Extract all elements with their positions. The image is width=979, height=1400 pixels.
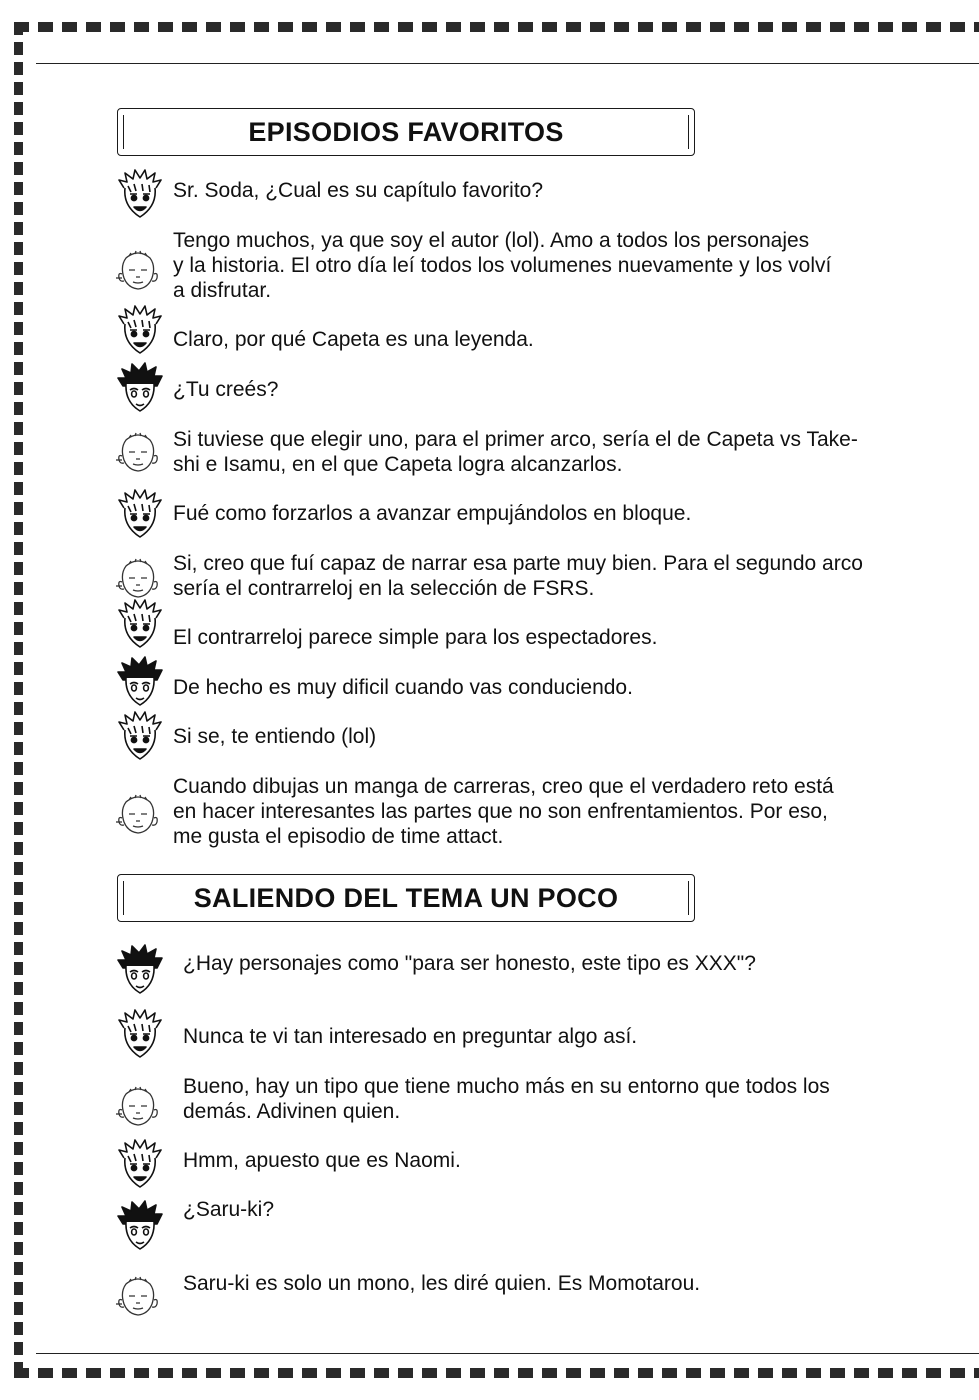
dialogue-text: Tengo muchos, ya que soy el autor (lol). Amo a todos los personajes xyxy=(173,229,810,252)
dialogue-text: me gusta el episodio de time attact. xyxy=(173,825,504,848)
dialogue-line xyxy=(173,724,376,749)
dialogue-line xyxy=(173,551,863,601)
dialogue-line xyxy=(173,774,834,849)
section-title: SALIENDO DEL TEMA UN POCO xyxy=(193,882,619,913)
author-face-icon xyxy=(114,1270,162,1322)
dark-hair-boy-icon xyxy=(116,362,164,414)
dialogue-text: Si tuviese que elegir uno, para el primer arco, sería el de Capeta vs Take- xyxy=(173,428,858,451)
spiky-hair-boy-icon xyxy=(116,304,164,356)
dialogue-line xyxy=(183,1197,274,1222)
dialogue-text: Saru-ki es solo un mono, les diré quien. Es Momotarou. xyxy=(183,1272,701,1295)
dialogue-text: ¿Tu creés? xyxy=(173,378,279,401)
dialogue-line xyxy=(173,427,858,477)
spiky-hair-boy-icon xyxy=(116,598,164,650)
section-header-favorite-episodes xyxy=(117,108,695,156)
dialogue-line xyxy=(183,1074,830,1124)
dashed-border-bottom xyxy=(14,1368,979,1378)
dialogue-line xyxy=(183,1024,637,1049)
section-header-off-topic xyxy=(117,874,695,922)
dialogue-text: Hmm, apuesto que es Naomi. xyxy=(183,1149,461,1172)
bottom-rule xyxy=(36,1353,979,1354)
author-face-icon xyxy=(114,788,162,840)
spiky-hair-boy-icon xyxy=(116,710,164,762)
dark-hair-boy-icon xyxy=(116,1200,164,1252)
dialogue-text: en hacer interesantes las partes que no son enfrentamientos. Por eso, xyxy=(173,800,828,823)
dark-hair-boy-icon xyxy=(116,656,164,708)
dialogue-text: Sr. Soda, ¿Cual es su capítulo favorito? xyxy=(173,179,544,202)
dialogue-line xyxy=(173,501,691,526)
dialogue-line xyxy=(183,1271,700,1296)
dialogue-text: sería el contrarreloj en la selección de FSRS. xyxy=(173,577,595,600)
dialogue-line xyxy=(173,377,278,402)
dialogue-text: Nunca te vi tan interesado en preguntar algo así. xyxy=(183,1025,638,1048)
dialogue-line xyxy=(183,1148,461,1173)
dialogue-text: De hecho es muy dificil cuando vas conduciendo. xyxy=(173,676,633,699)
dialogue-text: Bueno, hay un tipo que tiene mucho más en su entorno que todos los xyxy=(183,1075,830,1098)
author-face-icon xyxy=(114,1080,162,1132)
dark-hair-boy-icon xyxy=(116,944,164,996)
dialogue-line xyxy=(173,675,633,700)
spiky-hair-boy-icon xyxy=(116,488,164,540)
dialogue-text: ¿Saru-ki? xyxy=(183,1198,275,1221)
dialogue-text: Claro, por qué Capeta es una leyenda. xyxy=(173,328,534,351)
spiky-hair-boy-icon xyxy=(116,168,164,220)
dashed-border-top xyxy=(14,22,979,32)
dialogue-text: Fué como forzarlos a avanzar empujándolos en bloque. xyxy=(173,502,692,525)
dialogue-text: El contrarreloj parece simple para los espectadores. xyxy=(173,626,658,649)
dialogue-line xyxy=(173,178,543,203)
author-face-icon xyxy=(114,244,162,296)
dialogue-text: demás. Adivinen quien. xyxy=(183,1100,401,1123)
dialogue-text: ¿Hay personajes como "para ser honesto, este tipo es XXX"? xyxy=(183,952,756,975)
dashed-border-left xyxy=(14,22,23,1378)
dialogue-text: Cuando dibujas un manga de carreras, creo que el verdadero reto está xyxy=(173,775,834,798)
dialogue-text: y la historia. El otro día leí todos los volumenes nuevamente y los volví xyxy=(173,254,832,277)
author-face-icon xyxy=(114,426,162,478)
spiky-hair-boy-icon xyxy=(116,1138,164,1190)
dialogue-line xyxy=(173,625,657,650)
dialogue-text: shi e Isamu, en el que Capeta logra alcanzarlos. xyxy=(173,453,623,476)
author-face-icon xyxy=(114,552,162,604)
spiky-hair-boy-icon xyxy=(116,1008,164,1060)
top-rule xyxy=(36,63,979,64)
dialogue-text: Si, creo que fuí capaz de narrar esa parte muy bien. Para el segundo arco xyxy=(173,552,863,575)
dialogue-text: Si se, te entiendo (lol) xyxy=(173,725,377,748)
dialogue-line xyxy=(173,228,831,303)
dialogue-line xyxy=(173,327,534,352)
dialogue-line xyxy=(183,951,756,976)
dialogue-text: a disfrutar. xyxy=(173,279,272,302)
section-title: EPISODIOS FAVORITOS xyxy=(248,116,564,147)
